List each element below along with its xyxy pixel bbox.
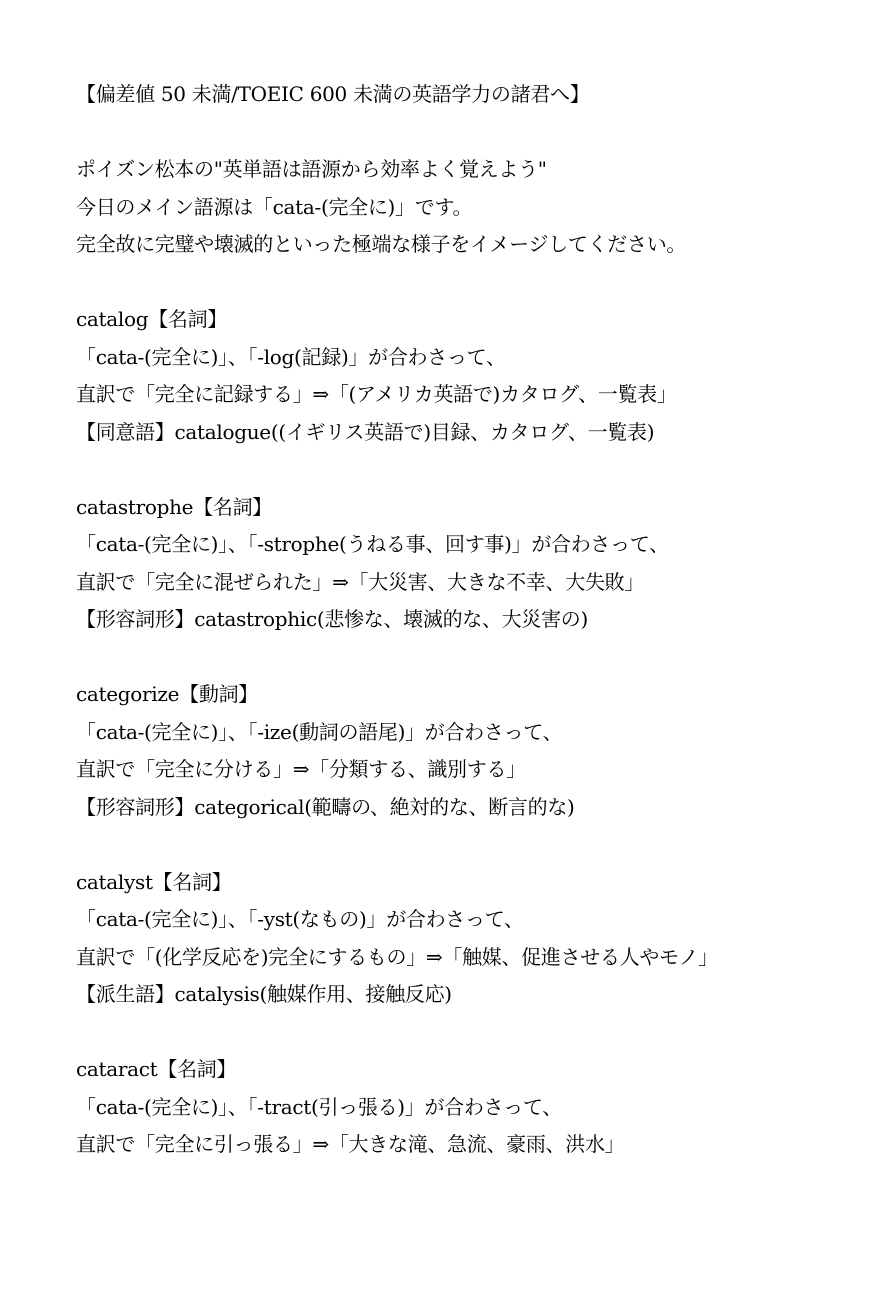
entry-headword: catastrophe【名詞】 (76, 494, 273, 519)
document-body (76, 76, 876, 1164)
intro-line: 今日のメイン語源は「cata-(完全に)」です。 (76, 194, 473, 219)
entry-origin: 「cata-(完全に)」、「-log(記録)」が合わさって、 (76, 344, 506, 369)
spacer (76, 639, 876, 677)
entry-related: 【形容詞形】categorical(範疇の、絶対的な、断言的な) (76, 794, 575, 819)
intro-line: 完全故に完璧や壊滅的といった極端な様子をイメージしてください。 (76, 232, 687, 256)
entry-meaning: 直訳で「完全に混ぜられた」⇒「大災害、大きな不幸、大失敗」 (76, 569, 645, 594)
entry-origin: 「cata-(完全に)」、「-yst(なもの)」が合わさって、 (76, 907, 524, 931)
entry-meaning: 直訳で「完全に引っ張る」⇒「大きな滝、急流、豪雨、洪水」 (76, 1132, 625, 1156)
entry-headword: catalog【名詞】 (76, 307, 228, 331)
entry-headword: categorize【動詞】 (76, 682, 258, 706)
spacer (76, 264, 876, 302)
entry-meaning: 直訳で「完全に記録する」⇒「(アメリカ英語で)カタログ、一覧表」 (76, 382, 677, 406)
spacer (76, 1014, 876, 1052)
entry-headword: cataract【名詞】 (76, 1057, 237, 1081)
spacer (76, 826, 876, 864)
entry-origin: 「cata-(完全に)」、「-tract(引っ張る)」が合わさって、 (76, 1094, 562, 1119)
spacer (76, 114, 876, 152)
entry-related: 【形容詞形】catastrophic(悲惨な、壊滅的な、大災害の) (76, 607, 588, 631)
entry-origin: 「cata-(完全に)」、「-strophe(うねる事、回す事)」が合わさって、 (76, 532, 669, 556)
entry-meaning: 直訳で「完全に分ける」⇒「分類する、識別する」 (76, 757, 526, 781)
spacer (76, 451, 876, 489)
entry-headword: catalyst【名詞】 (76, 869, 232, 894)
entry-related: 【同意語】catalogue((イギリス英語で)目録、カタログ、一覧表) (76, 419, 655, 444)
intro-line: ポイズン松本の"英単語は語源から効率よく覚えよう" (76, 157, 547, 181)
entry-related: 【派生語】catalysis(触媒作用、接触反応) (76, 982, 452, 1006)
entry-meaning: 直訳で「(化学反応を)完全にするもの」⇒「触媒、促進させる人やモノ」 (76, 944, 718, 969)
document-header: 【偏差値 50 未満/TOEIC 600 未満の英語学力の諸君へ】 (76, 82, 590, 106)
entry-origin: 「cata-(完全に)」、「-ize(動詞の語尾)」が合わさって、 (76, 719, 563, 744)
